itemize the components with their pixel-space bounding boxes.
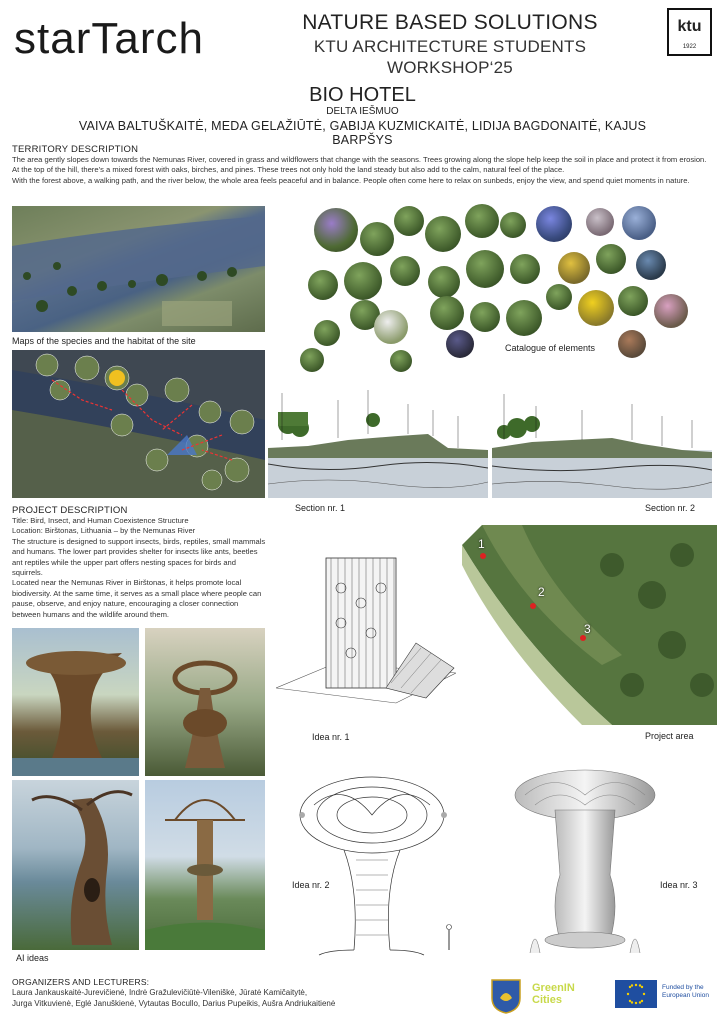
project-title-line: Title: Bird, Insect, and Human Coexistence Structure	[12, 516, 189, 525]
project-area-aerial	[462, 525, 717, 725]
territory-description	[12, 144, 717, 186]
organizers-line-1: Laura Jankauskaitė-Jurevičienė, Indrė Gražulevičiūtė-Vileniškė, Jūratė Kamičaitytė,	[12, 988, 308, 997]
startarch-logo: starTarch	[14, 14, 204, 63]
poster-subtitle: KTU ARCHITECTURE STUDENTS WORKSHOP‘25	[313, 37, 587, 77]
aerial-site-map	[12, 206, 265, 332]
species-habitat-map	[12, 350, 265, 498]
ktu-logo	[667, 8, 712, 56]
project-area-caption: Project area	[645, 731, 694, 741]
territory-paragraph-2: At the top of the hill, there’s a mixed forest with oaks, birches, and pines. These trees not only hold the land steady but also add to the calm, natural feel of the place.	[12, 165, 565, 175]
project-area-marker-2	[530, 603, 536, 609]
eu-funding-line-2: European Union	[662, 992, 709, 999]
idea-1-drawing	[276, 548, 456, 708]
eu-funding-text	[662, 984, 709, 1000]
eu-flag-icon	[615, 980, 657, 1008]
idea-3-caption: Idea nr. 3	[660, 880, 698, 890]
project-paragraph-2: Located near the Nemunas River in Birštonas, it helps promote local biodiversity. At the same time, it serves as a small place where people can pause, observe, and enjoy nature, encouraging a closer connection between humans and the wildlife around them.	[12, 578, 262, 619]
project-authors: VAIVA BALTUŠKAITĖ, MEDA GELAŽIŪTĖ, GABIJA KUZMICKAITĖ, LIDIJA BAGDONAITĖ, KAJUS BARPŠYS	[78, 119, 647, 147]
project-description	[12, 505, 267, 620]
ai-idea-image-1	[12, 628, 139, 776]
project-area-marker-2-label: 2	[538, 585, 545, 599]
ai-idea-image-4	[145, 780, 265, 950]
catalogue-caption: Catalogue of elements	[505, 343, 596, 353]
idea-2-caption: Idea nr. 2	[292, 880, 330, 890]
greenin-cities-logo: GreenIN Cities	[532, 982, 575, 1006]
project-area-marker-1-label: 1	[478, 537, 485, 551]
ai-idea-image-3	[12, 780, 139, 950]
idea-2-drawing	[284, 770, 459, 958]
territory-paragraph-1: The area gently slopes down towards the Nemunas River, covered in grass and wildflowers that change with the seasons. Trees growing along the slope help keep the soil in place and protect it from erosion.	[12, 155, 707, 164]
territory-paragraph-3: With the forest above, a walking path, and the river below, the whole area feels peaceful and in balance. People often come here to relax on sunbeds, enjoy the view, and spend quiet moments in nature.	[12, 175, 690, 185]
birstonas-coat-of-arms-icon	[490, 978, 522, 1014]
idea-3-render	[510, 765, 660, 960]
maps-caption: Maps of the species and the habitat of the site	[12, 336, 196, 346]
organizers-line-2: Jurga Vitkuvienė, Eglė Januškienė, Vytautas Bocullo, Darius Pupeikis, Aušra Andriukaitienė	[12, 999, 336, 1008]
section-2-drawing	[492, 388, 712, 498]
ai-ideas-caption: AI ideas	[16, 953, 49, 963]
section-1-caption: Section nr. 1	[295, 503, 346, 513]
territory-heading: TERRITORY DESCRIPTION	[12, 144, 139, 155]
organizers-section	[12, 977, 462, 1009]
project-area-marker-3-label: 3	[584, 622, 591, 636]
idea-1-caption: Idea nr. 1	[312, 732, 350, 742]
ktu-logo-text: ktu	[677, 18, 702, 35]
eu-funding-line-1: Funded by the	[662, 984, 704, 991]
catalogue-of-elements	[300, 204, 690, 372]
section-1-drawing	[268, 388, 488, 498]
ktu-logo-year: 1922	[682, 44, 697, 50]
project-team: DELTA IEŠMUO	[326, 106, 399, 117]
project-description-heading: PROJECT DESCRIPTION	[12, 505, 128, 516]
project-area-marker-1	[480, 553, 486, 559]
poster-title: NATURE BASED SOLUTIONS	[302, 11, 598, 34]
section-2-caption: Section nr. 2	[645, 503, 696, 513]
project-paragraph-1: The structure is designed to support insects, birds, reptiles, small mammals and humans. The lower part provides shelter for insects like ants, beetles ant reptiles while the upper part offers nesting spaces for birds and squirrels.	[12, 536, 266, 578]
project-location-line: Location: Birštonas, Lithuania – by the Nemunas River	[12, 526, 196, 536]
organizers-heading: ORGANIZERS AND LECTURERS:	[12, 977, 150, 987]
project-title: BIO HOTEL	[309, 84, 416, 106]
ai-idea-image-2	[145, 628, 265, 776]
